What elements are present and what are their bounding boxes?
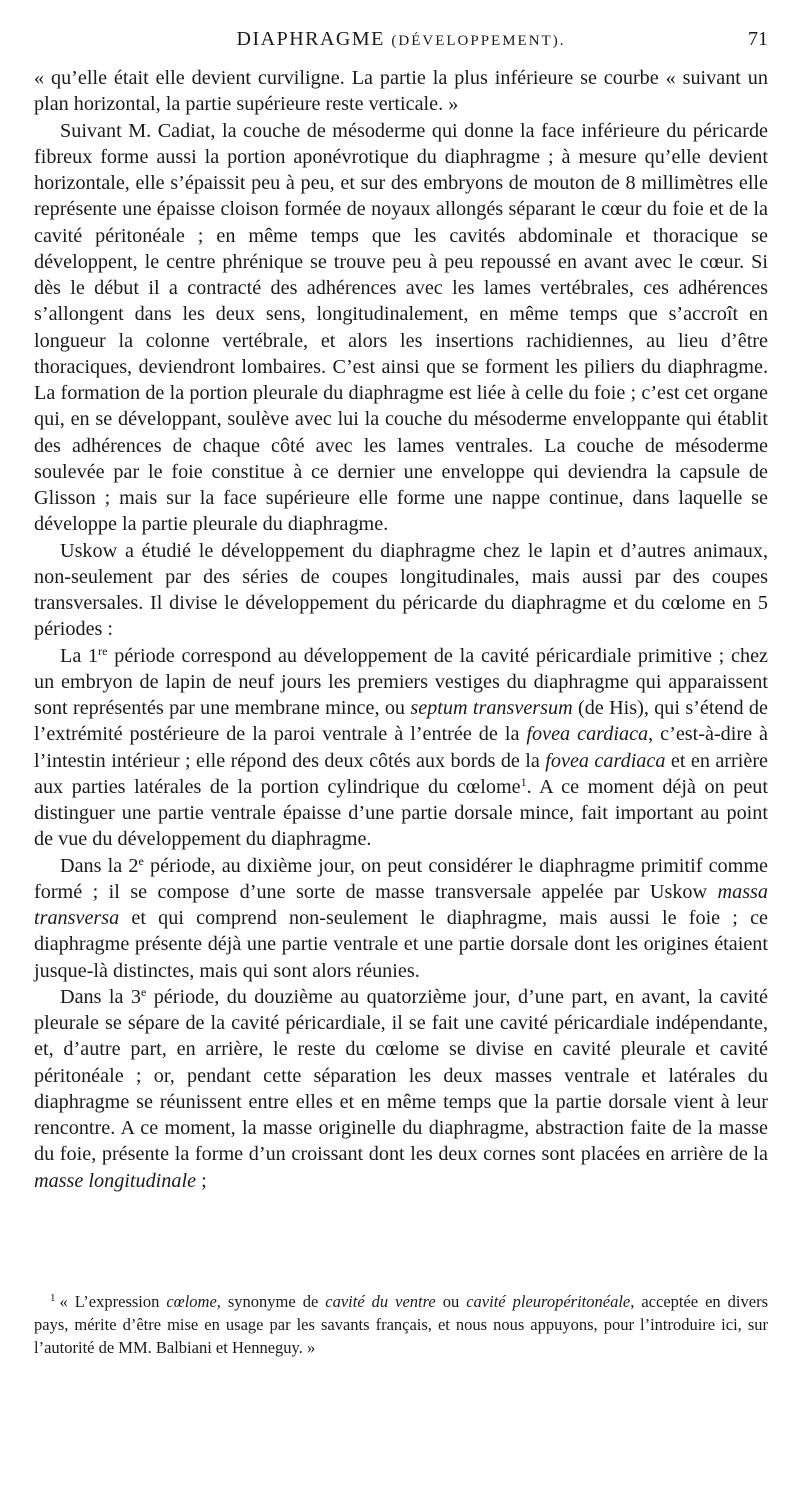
running-title bbox=[34, 28, 768, 51]
page bbox=[34, 28, 768, 1194]
superscript: 1 bbox=[520, 774, 527, 789]
italic-term: cavité pleuropéritonéale bbox=[466, 1292, 631, 1311]
text-run: , c’est-à-dire à l’intestin intérieur ; elle répond des deux côtés aux bords de la bbox=[34, 723, 768, 772]
italic-term: massa transversa bbox=[34, 880, 768, 929]
text-run: Uskow a étudié le développement du diaphragme chez le lapin et d’autres animaux, non-seulement par des séries de coupes longitudinales, mais aussi par des coupes transversales. Il divise le développement du péricarde du diaphragme et du cœlome en 5 périodes : bbox=[34, 539, 768, 641]
paragraph-cadiat bbox=[34, 118, 768, 538]
paragraph-period-1 bbox=[34, 643, 768, 853]
paragraph-period-3 bbox=[34, 984, 768, 1194]
running-title-main: DIAPHRAGME bbox=[236, 28, 385, 50]
text-run: Suivant M. Cadiat, la couche de mésoderme qui donne la face inférieure du péricarde fibreux forme aussi la portion aponévrotique du diaphragme ; à mesure qu’elle devient horizontale, elle s’épaissit peu à peu, et sur des embryons de mouton de 8 millimètres elle représente une épaisse cloison formée de noyaux allongés séparant le cœur du foie et de la cavité péritonéale ; en même temps que les cavités abdominale et thoracique se développent, le centre phrénique se trouve peu à peu repoussé en avant avec le cœur. Si dès le début il a contracté des adhérences avec les lames vertébrales, ces adhérences s’allongent dans les deux sens, longitudinalement, en même temps que s’accroît en longueur la colonne vertébrale, et alors les insertions rachidiennes, au lieu d’être thoraciques, deviendront lombaires. C’est ainsi que se forment les piliers du diaphragme. La formation de la portion pleurale du diaphragme est liée à celle du foie ; c’est cet organe qui, en se développant, soulève avec lui la couche du mésoderme enveloppante qui établit des adhérences de chaque côté avec les lames ventrales. La couche de mésoderme soulevée par le foie constitue à ce dernier une enveloppe qui deviendra la capsule de Glisson ; mais sur la face supérieure elle forme une nappe continue, dans laquelle se développe la partie pleurale du diaphragme. bbox=[34, 119, 768, 536]
text-run: « qu’elle était elle devient curviligne. La partie la plus inférieure se courbe « suivant un plan horizontal, la partie supérieure reste verticale. » bbox=[34, 67, 768, 116]
body-text bbox=[34, 65, 768, 1194]
italic-term: septum transversum bbox=[410, 697, 573, 719]
text-run: période correspond au développement de la cavité péricardiale primitive ; chez un embryon de lapin de neuf jours les premiers vestiges du diaphragme qui apparaissent sont représentés par une membrane mince, ou bbox=[34, 644, 768, 719]
running-title-subtitle: (DÉVELOPPEMENT). bbox=[391, 33, 566, 49]
italic-term: fovea cardiaca bbox=[526, 723, 649, 746]
footnote-mark: 1 bbox=[50, 1292, 56, 1304]
superscript: e bbox=[138, 853, 144, 868]
paragraph-uskow bbox=[34, 538, 768, 643]
text-run: et en arrière aux parties latérales de la portion cylindrique du cœlome bbox=[34, 749, 769, 798]
running-header bbox=[34, 28, 768, 58]
text-run: période, au dixième jour, on peut considérer le diaphragme primitif comme formé ; il se compose d’une sorte de masse transversale appelée par Uskow bbox=[34, 854, 768, 903]
text-run: période, du douzième au quatorzième jour, d’une part, en avant, la cavité pleurale se sépare de la cavité péricardiale, il se fait une cavité péricardiale indépendante, et, d’autre part, en arrière, le reste du cœlome se divise en cavité pleurale et cavité péritonéale ; or, pendant cette séparation les deux masses ventrale et latérales du diaphragme se réunissent entre elles et en même temps que la partie dorsale vient à leur rencontre. A ce moment, la masse originelle du diaphragme, abstraction faite de la masse du foie, présente la forme d’un croissant dont les deux cornes sont placées en arrière de la bbox=[34, 985, 768, 1166]
text-run: Dans la 2 bbox=[60, 854, 139, 877]
footnote-text bbox=[34, 1292, 768, 1357]
text-run: (de His), qui s’étend de l’extrémité postérieure de la paroi ventrale à l’entrée de la bbox=[34, 697, 768, 746]
footnotes bbox=[34, 1290, 768, 1359]
text-run: . A ce moment déjà on peut distinguer une partie ventrale épaisse d’une partie dorsale mince, fait important au point de vue du développement du diaphragme. bbox=[34, 775, 769, 851]
paragraph-period-2 bbox=[34, 853, 768, 984]
italic-term: cavité du ventre bbox=[325, 1292, 436, 1311]
italic-term: fovea cardiaca bbox=[545, 749, 666, 772]
text-run: Dans la 3 bbox=[60, 985, 141, 1008]
text-run: , acceptée en divers pays, mérite d’être mise en usage par les savants français, et nous nous appuyons, pour l’introduire ici, sur l’autorité de MM. Balbiani et Henneguy. » bbox=[34, 1292, 768, 1357]
text-run: « L’expression bbox=[59, 1292, 167, 1311]
text-run: , synonyme de bbox=[216, 1292, 326, 1311]
text-run: ou bbox=[435, 1292, 467, 1311]
superscript: e bbox=[140, 984, 147, 999]
paragraph-quote-end bbox=[34, 65, 768, 118]
superscript: re bbox=[98, 643, 108, 658]
italic-term: masse longitudinale bbox=[34, 1169, 197, 1192]
text-run: ; bbox=[196, 1169, 207, 1192]
italic-term: cœlome bbox=[166, 1292, 217, 1311]
page-number: 71 bbox=[748, 28, 768, 50]
footnote-1 bbox=[34, 1290, 768, 1359]
text-run: La 1 bbox=[60, 644, 99, 667]
text-run: et qui comprend non-seulement le diaphragme, mais aussi le foie ; ce diaphragme présente déjà une partie ventrale et une partie dorsale dont les origines étaient jusque-là distinctes, mais qui sont alors réunies. bbox=[34, 907, 768, 982]
